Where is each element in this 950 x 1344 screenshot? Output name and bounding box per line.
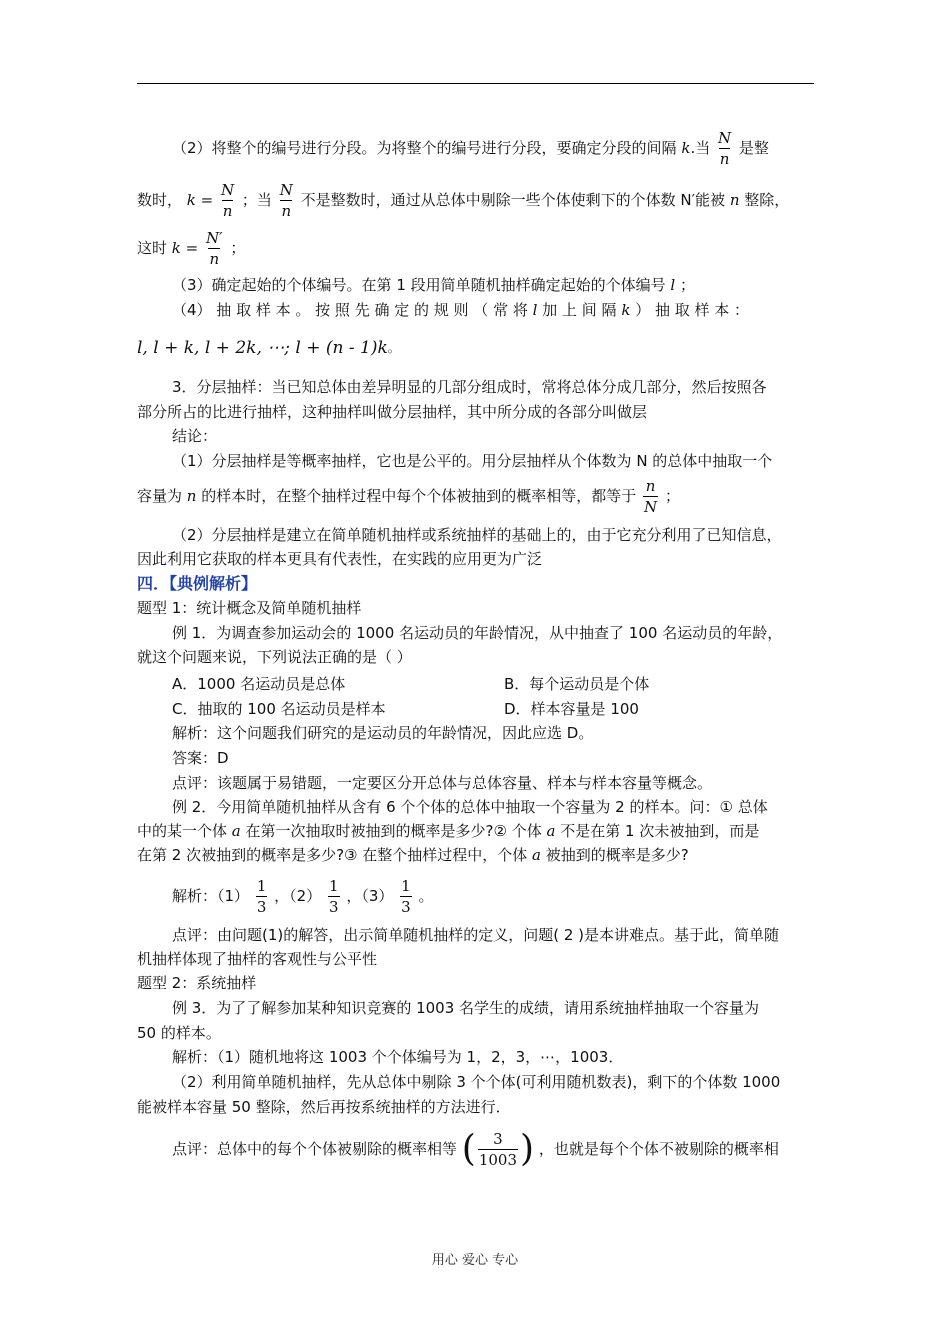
fraction-one-third: $\frac{1}{3}$ [401, 877, 411, 916]
page-footer: 用心 爱心 专心 [431, 1253, 519, 1268]
text: 不是整数时，通过从总体中剔除一些个体使剩下的个体数 N′能被 [300, 191, 726, 209]
math-n: n [729, 191, 740, 209]
text: （3）确定起始的个体编号。在第 1 段用简单随机抽样确定起始的个体编号 [172, 276, 666, 294]
text: 加 上 间 隔 [542, 301, 617, 319]
text-line [172, 128, 769, 169]
text: 这时 [137, 239, 168, 257]
text: 被抽到的概率是多少? [545, 846, 689, 864]
text: ； [664, 487, 680, 505]
left-paren: ( [461, 1128, 476, 1170]
text-line [172, 300, 749, 320]
text: 容量为 [137, 487, 183, 505]
answer-line: 答案：D [172, 749, 229, 767]
option-d: D．样本容量是 100 [504, 700, 639, 718]
text-line: 机抽样体现了抽样的客观性与公平性 [137, 950, 378, 968]
text: 整除， [744, 191, 790, 209]
fraction-one-third: $\frac{1}{3}$ [256, 877, 267, 916]
math-a: a [231, 822, 241, 840]
text: （4） 抽 取 样 本 。 按 照 先 确 定 的 规 则 （ 常 将 [172, 301, 528, 319]
text: 在第 2 次被抽到的概率是多少?③ 在整个抽样过程中，个体 [137, 846, 528, 864]
topic-heading: 题型 2：系统抽样 [137, 974, 257, 992]
option-c: C．抽取的 100 名运动员是样本 [172, 700, 386, 718]
text: 是整 [738, 139, 769, 157]
text: 数时， [137, 191, 183, 209]
option-b: B．每个运动员是个体 [504, 675, 650, 693]
text: .当 [690, 139, 711, 157]
text: ； [230, 239, 246, 257]
text-line: （2）利用简单随机抽样，先从总体中剔除 3 个个体(可利用随机数表)，剩下的个体数 1000 [172, 1073, 781, 1091]
fraction-N-over-n: $\frac{N}{n}$ [221, 181, 235, 220]
fraction-Nprime-over-n: $\frac{N'}{n}$ [206, 229, 223, 268]
text-line [137, 845, 689, 865]
text: ； [680, 276, 696, 294]
fraction-3-over-1003: $\frac{3}{1003}$ [478, 1130, 518, 1169]
text-line: 结论： [172, 427, 218, 445]
fraction-N-over-n: $\frac{N}{n}$ [279, 181, 293, 220]
fraction-one-third: $\frac{1}{3}$ [328, 877, 339, 916]
text: ，也就是每个个体不被剔除的概率相 [538, 1140, 779, 1158]
text: 中的某一个体 [137, 822, 228, 840]
right-paren: ) [520, 1128, 535, 1170]
math-l: l [670, 276, 676, 294]
text-line [137, 476, 680, 517]
text: 点评：总体中的每个个体被剔除的概率相等 [172, 1140, 458, 1158]
text: ，（3） [346, 887, 394, 905]
text-line: 能被样本容量 50 整除，然后再按系统抽样的方法进行． [137, 1098, 511, 1116]
text-line: 点评：该题属于易错题，一定要区分开总体与总体容量、样本与样本容量等概念。 [172, 774, 713, 792]
fraction-N-over-n: $\frac{N}{n}$ [718, 129, 732, 168]
text-line: 因此利用它获取的样本更具有代表性，在实践的应用更为广泛 [137, 550, 543, 568]
text: 解析：（1） [172, 887, 250, 905]
text: ） 抽 取 样 本 ： [635, 301, 750, 319]
text-line [137, 180, 789, 221]
math-k: k [681, 139, 691, 157]
math-l: l [532, 301, 538, 319]
text-line [137, 228, 245, 269]
math-k-eq: k = [171, 239, 199, 257]
topic-heading: 题型 1：统计概念及简单随机抽样 [137, 599, 362, 617]
math-k-eq: k = [186, 191, 214, 209]
text-line [172, 876, 433, 917]
text-line [172, 275, 695, 295]
option-a: A．1000 名运动员是总体 [172, 675, 346, 693]
text-line: 50 的样本。 [137, 1024, 221, 1042]
text: （2）将整个的编号进行分段。为将整个的编号进行分段，要确定分段的间隔 [172, 139, 677, 157]
text: 。 [418, 887, 434, 905]
math-a: a [532, 846, 541, 864]
math-k: k [621, 301, 631, 319]
fraction-n-over-N: $\frac{n}{N}$ [644, 477, 658, 516]
text-line: 例 1．为调查参加运动会的 1000 名运动员的年龄情况，从中抽查了 100 名运动员的年龄， [172, 624, 783, 642]
math-a: a [546, 822, 556, 840]
text-line: 点评：由问题(1)的解答，出示简单随机抽样的定义，问题( 2 )是本讲难点。基于此，简单随 [172, 926, 780, 944]
text: 。 [387, 341, 400, 355]
section-heading: 四．【典例解析】 [137, 574, 258, 593]
text-line: 例 2．今用简单随机抽样从含有 6 个个体的总体中抽取一个容量为 2 的样本。问：① 总体 [172, 798, 768, 816]
text-line: （1）分层抽样是等概率抽样，它也是公平的。用分层抽样从个体数为 N 的总体中抽取一个 [172, 452, 773, 470]
text-line: 例 3．为了了解参加某种知识竞赛的 1003 名学生的成绩，请用系统抽样抽取一个容量为 [172, 999, 760, 1017]
math-n: n [186, 487, 197, 505]
text-line [172, 1129, 779, 1170]
text: ，（2） [274, 887, 322, 905]
sequence-formula [137, 338, 400, 358]
text: 不是在第 1 次未被抽到，而是 [560, 822, 760, 840]
text-line [137, 821, 759, 841]
text-line: 部分所占的比进行抽样，这种抽样叫做分层抽样，其中所分成的各部分叫做层 [137, 403, 648, 421]
text-line: 就这个问题来说，下列说法正确的是（ ） [137, 648, 412, 666]
text-line: 解析：（1）随机地将这 1003 个个体编号为 1，2，3，⋯，1003． [172, 1048, 624, 1066]
text: 的样本时，在整个抽样过程中每个个体被抽到的概率相等，都等于 [201, 487, 637, 505]
text-line: （2）分层抽样是建立在简单随机抽样或系统抽样的基础上的，由于它充分利用了已知信息， [172, 526, 782, 544]
text: ；当 [241, 191, 272, 209]
formula: l, l + k, l + 2k, ⋯; l + (n - 1)k [137, 338, 388, 358]
text-line: 解析：这个问题我们研究的是运动员的年龄情况，因此应选 D。 [172, 724, 594, 742]
header-rule [137, 83, 814, 84]
text-line: 3．分层抽样：当已知总体由差异明显的几部分组成时，常将总体分成几部分，然后按照各 [172, 378, 767, 396]
text: 在第一次抽取时被抽到的概率是多少?② 个体 [245, 822, 542, 840]
